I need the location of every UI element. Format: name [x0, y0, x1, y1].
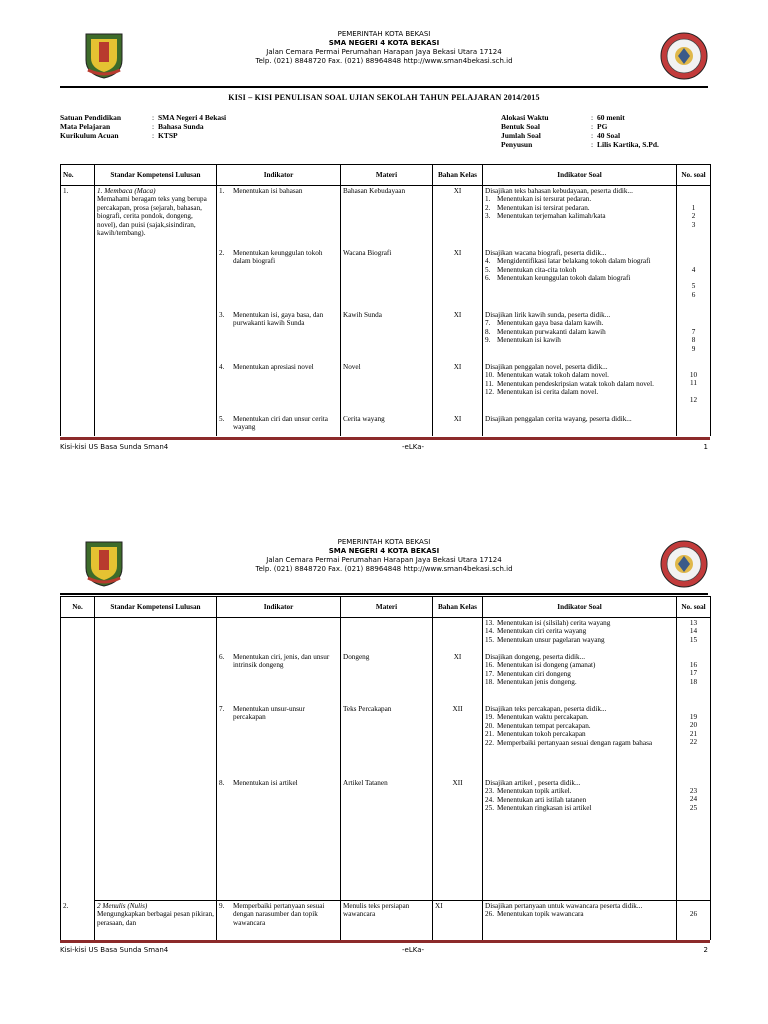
col-header-standar: Standar Kompetensi Lulusan [95, 597, 217, 618]
indikator-item: 5. Menentukan ciri dan unsur cerita wayang [219, 415, 328, 432]
indikator-soal: Disajikan dongeng, peserta didik... 16. Menentukan isi dongeng (amanat) 17. Menentukan ciri dongeng 18. Menentukan jenis dongeng. [483, 652, 677, 704]
letterhead [60, 538, 708, 590]
indikator-soal: Disajikan wacana biografi, peserta didik... 4. Mengidentifikasi latar belakang tokoh dalam biografi 5. Menentukan cita-cita tokoh 6. Menentukan keunggulan tokoh dalam biografi [483, 248, 677, 310]
materi: Bahasan Kebudayaan [341, 186, 433, 249]
info-label: Kurikulum Acuan [60, 131, 119, 140]
info-label: Jumlah Soal [501, 131, 541, 140]
table-header-row [61, 165, 711, 186]
footer-title: Kisi-kisi US Basa Sunda Sman4 [60, 443, 169, 451]
no-soal: 4 5 6 [677, 248, 711, 310]
indikator-item: 8. Menentukan isi artikel [219, 779, 298, 787]
no-soal: 10 11 12 [677, 362, 711, 414]
info-label: Alokasi Waktu [501, 113, 549, 122]
info-value: Lilis Kartika, S.Pd. [597, 140, 659, 149]
letterhead-text [60, 538, 708, 574]
school-name: SMA NEGERI 4 KOTA BEKASI [328, 547, 440, 555]
materi: Dongeng [341, 652, 433, 704]
info-row: Bentuk Soal : PG [501, 122, 608, 131]
no-soal: 26 [677, 901, 711, 941]
info-row: Jumlah Soal : 40 Soal [501, 131, 621, 140]
col-header-no-soal: No. soal [677, 597, 711, 618]
indikator-soal: Disajikan lirik kawih sunda, peserta didik... 7. Menentukan gaya basa dalam kawih. 8. Menentukan purwakanti dalam kawih 9. Menentukan isi kawih [483, 310, 677, 362]
kelas: XI [433, 652, 483, 704]
footer-divider [60, 437, 710, 440]
gov-name: PEMERINTAH KOTA BEKASI [337, 538, 431, 546]
school-seal-icon [660, 540, 708, 588]
row-number: 2. [61, 901, 95, 941]
footer-center: -eLKa- [402, 443, 425, 451]
indikator-item: 4. Menentukan apresiasi novel [219, 363, 314, 371]
materi: Novel [341, 362, 433, 414]
header-rule [60, 86, 708, 88]
indikator-item: 6. Menentukan ciri, jenis, dan unsur intrinsik dongeng [219, 653, 330, 670]
no-soal: 7 8 9 [677, 310, 711, 362]
row-number: 1. [61, 186, 95, 437]
col-header-kelas: Bahan Kelas [433, 165, 483, 186]
school-address: Jalan Cemara Permai Perumahan Harapan Jaya Bekasi Utara 17124 [266, 48, 502, 56]
col-header-materi: Materi [341, 165, 433, 186]
document-page-1 [0, 0, 768, 470]
kelas: XI [433, 901, 483, 941]
indikator-soal: Disajikan teks percakapan, peserta didik... 19. Menentukan waktu percakapan. 20. Menentukan tempat percakapan. 21. Menentukan tokoh percakapan 22. Memperbaiki pertanyaan sesuai dengan ragam bahasa [483, 704, 677, 778]
col-header-indikator: Indikator [217, 165, 341, 186]
info-label: Bentuk Soal [501, 122, 540, 131]
col-header-no: No. [61, 597, 95, 618]
info-value: Bahasa Sunda [158, 122, 204, 131]
standar-kompetensi [95, 186, 217, 437]
no-soal: 16 17 18 [677, 652, 711, 704]
col-header-indikator: Indikator [217, 597, 341, 618]
info-value: SMA Negeri 4 Bekasi [158, 113, 227, 122]
school-contact: Telp. (021) 8848720 Fax. (021) 88964848 http://www.sman4bekasi.sch.id [255, 565, 513, 573]
info-label: Penyusun [501, 140, 533, 149]
col-header-indikator-soal: Indikator Soal [483, 165, 677, 186]
info-row: Satuan Pendidikan : SMA Negeri 4 Bekasi [60, 113, 227, 122]
table-header-row [61, 597, 711, 618]
school-name: SMA NEGERI 4 KOTA BEKASI [328, 39, 440, 47]
standar-body: Memahami beragam teks yang berupa percakapan, prosa (sejarah, bahasan, biografi, cerita pondok, dongeng, novel), dan puisi (sajak,sisindiran, kawih/tembang). [97, 195, 207, 238]
standar-body: Mengungkapkan berbagai pesan pikiran, perasaan, dan [97, 910, 214, 927]
indikator-soal: Disajikan penggalan cerita wayang, peserta didik... [483, 414, 677, 436]
kelas: XI [433, 414, 483, 436]
indikator-soal: 13. Menentukan isi (silsilah) cerita wayang 14. Menentukan ciri cerita wayang 15. Menentukan unsur pagelaran wayang [483, 618, 677, 653]
no-soal [677, 414, 711, 436]
footer-center: -eLKa- [402, 946, 425, 954]
kelas: XI [433, 186, 483, 249]
kelas: XI [433, 310, 483, 362]
col-header-materi: Materi [341, 597, 433, 618]
no-soal: 13 14 15 [677, 618, 711, 653]
indikator-item: 3. Menentukan isi, gaya basa, dan purwakanti kawih Sunda [219, 311, 324, 328]
table-row [61, 186, 711, 249]
indikator-item: 1. Menentukan isi bahasan [219, 187, 303, 195]
indikator-soal: Disajikan teks bahasan kebudayaan, peserta didik... 1. Menentukan isi tersurat pedaran. 2. Menentukan isi tersirat pedaran. 3. Menentukan terjemahan kalimah/kata [483, 186, 677, 249]
materi: Teks Percakapan [341, 704, 433, 778]
info-right [501, 113, 659, 149]
indikator-item: 7. Menentukan unsur-unsur percakapan [219, 705, 305, 722]
gov-name: PEMERINTAH KOTA BEKASI [337, 30, 431, 38]
kisi-table-page-1 [60, 164, 711, 436]
header-rule [60, 593, 708, 595]
school-address: Jalan Cemara Permai Perumahan Harapan Jaya Bekasi Utara 17124 [266, 556, 502, 564]
school-seal-icon [660, 32, 708, 80]
kelas: XI [433, 362, 483, 414]
standar-title: 2 Menulis (Nulis) [97, 902, 148, 910]
kelas: XI [433, 248, 483, 310]
no-soal: 19 20 21 22 [677, 704, 711, 778]
page-number: 1 [703, 443, 708, 451]
page-number: 2 [703, 946, 708, 954]
info-value: 60 menit [597, 113, 625, 122]
document-title: KISI – KISI PENULISAN SOAL UJIAN SEKOLAH TAHUN PELAJARAN 2014/2015 [228, 93, 540, 102]
indikator-item: 2. Menentukan keunggulan tokoh dalam biografi [219, 249, 323, 266]
school-contact: Telp. (021) 8848720 Fax. (021) 88964848 http://www.sman4bekasi.sch.id [255, 57, 513, 65]
no-soal: 1 2 3 [677, 186, 711, 249]
standar-title: 1. Membaca (Maca) [97, 187, 156, 195]
kisi-table-page-2 [60, 596, 711, 940]
col-header-indikator-soal: Indikator Soal [483, 597, 677, 618]
table-row [61, 618, 711, 653]
indikator-soal: Disajikan pertanyaan untuk wawancara peserta didik... 26. Menentukan topik wawancara [483, 901, 677, 941]
info-label: Satuan Pendidikan [60, 113, 122, 122]
info-row: Penyusun : Lilis Kartika, S.Pd. [501, 140, 659, 149]
kelas: XII [433, 778, 483, 901]
info-value: PG [597, 122, 608, 131]
materi: Artikel Tatanen [341, 778, 433, 901]
info-value: 40 Soal [597, 131, 621, 140]
indikator-item: 9. Memperbaiki pertanyaan sesuai dengan narasumber dan topik wawancara [219, 902, 325, 927]
materi: Wacana Biografi [341, 248, 433, 310]
letterhead [60, 30, 708, 82]
info-row: Alokasi Waktu : 60 menit [501, 113, 625, 122]
table-row [61, 901, 711, 941]
indikator-soal: Disajikan penggalan novel, peserta didik... 10. Menentukan watak tokoh dalam novel. 11. Menentukan pendeskripsian watak tokoh dalam novel. 12. Menentukan isi cerita dalam novel. [483, 362, 677, 414]
info-value: KTSP [158, 131, 178, 140]
standar-kompetensi [95, 901, 217, 941]
info-row: Mata Pelajaran : Bahasa Sunda [60, 122, 204, 131]
materi: Menulis teks persiapan wawancara [341, 901, 433, 941]
col-header-no-soal: No. soal [677, 165, 711, 186]
letterhead-text [60, 30, 708, 66]
info-row: Kurikulum Acuan : KTSP [60, 131, 178, 140]
indikator-soal: Disajikan artikel , peserta didik... 23. Menentukan topik artikel. 24. Menentukan arti istilah tatanen 25. Menentukan ringkasan isi artikel [483, 778, 677, 901]
footer-divider [60, 940, 710, 943]
info-label: Mata Pelajaran [60, 122, 111, 131]
footer-title: Kisi-kisi US Basa Sunda Sman4 [60, 946, 169, 954]
kelas: XII [433, 704, 483, 778]
no-soal: 23 24 25 [677, 778, 711, 901]
materi: Cerita wayang [341, 414, 433, 436]
col-header-no: No. [61, 165, 95, 186]
document-page-2 [0, 520, 768, 990]
col-header-kelas: Bahan Kelas [433, 597, 483, 618]
materi: Kawih Sunda [341, 310, 433, 362]
col-header-standar: Standar Kompetensi Lulusan [95, 165, 217, 186]
info-left [60, 113, 226, 140]
